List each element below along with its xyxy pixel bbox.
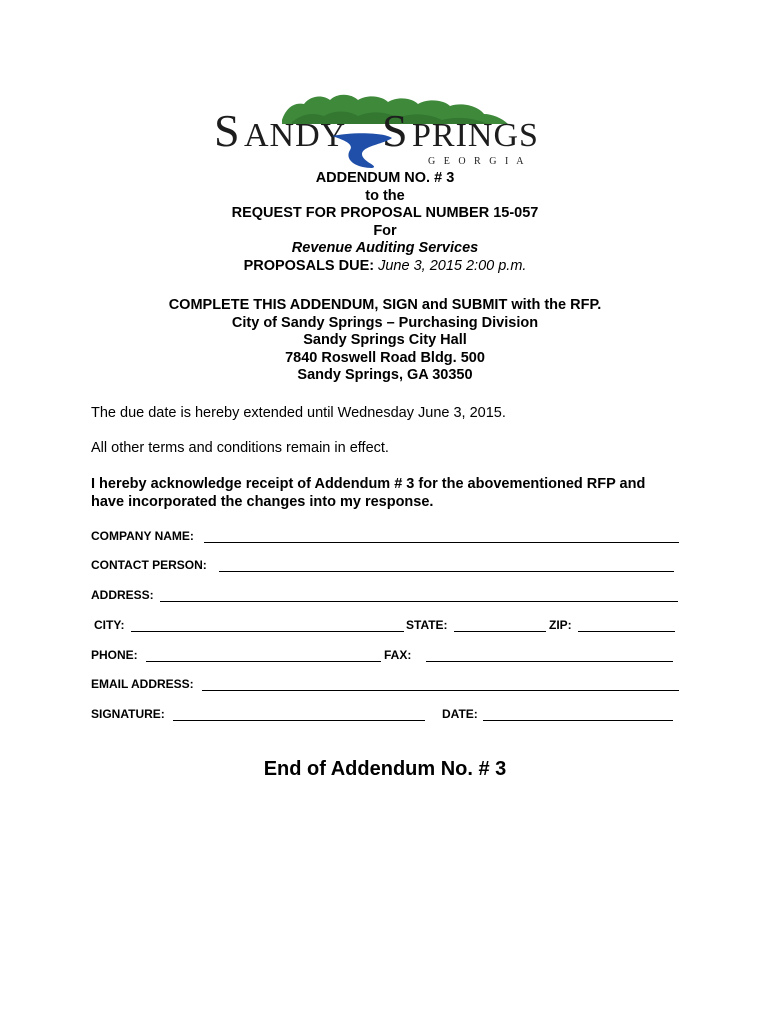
email-row (91, 677, 681, 695)
acknowledgement-line-2: have incorporated the changes into my response. (91, 494, 434, 510)
street-address: 7840 Roswell Road Bldg. 500 (285, 349, 485, 366)
signature-date-row (91, 707, 681, 725)
company-name-row (91, 529, 681, 547)
terms-paragraph: All other terms and conditions remain in effect. (91, 440, 389, 456)
logo-word-prings: PRINGS (412, 117, 539, 154)
city-label: CITY: (94, 618, 125, 632)
fax-label: FAX: (384, 648, 412, 662)
company-name-field[interactable] (204, 542, 679, 543)
address-label: ADDRESS: (91, 588, 154, 602)
date-field[interactable] (483, 720, 673, 721)
contact-person-row (91, 558, 681, 576)
proposals-due-value: June 3, 2015 2:00 p.m. (378, 257, 527, 274)
company-name-label: COMPANY NAME: (91, 529, 194, 543)
zip-field[interactable] (578, 631, 675, 632)
city-field[interactable] (131, 631, 404, 632)
state-label: STATE: (406, 618, 448, 632)
signature-label: SIGNATURE: (91, 707, 165, 721)
email-field[interactable] (202, 690, 679, 691)
addendum-header (0, 170, 770, 275)
signature-field[interactable] (173, 720, 425, 721)
phone-fax-row (91, 648, 681, 666)
proposals-due (0, 258, 770, 276)
acknowledgement-line-1: I hereby acknowledge receipt of Addendum # 3 for the abovementioned RFP and (91, 476, 646, 492)
logo-initial-s-1: S (214, 105, 240, 156)
contact-person-label: CONTACT PERSON: (91, 558, 207, 572)
phone-field[interactable] (146, 661, 381, 662)
email-label: EMAIL ADDRESS: (91, 677, 194, 691)
end-of-addendum: End of Addendum No. # 3 (263, 758, 507, 780)
address-row (91, 588, 681, 606)
zip-label: ZIP: (549, 618, 572, 632)
address-field[interactable] (160, 601, 678, 602)
header-for: For (373, 222, 397, 239)
acknowledgement-paragraph (91, 475, 691, 511)
rfp-title: Revenue Auditing Services (291, 240, 479, 256)
due-date-paragraph: The due date is hereby extended until Wednesday June 3, 2015. (91, 405, 506, 421)
logo-state-text: G E O R G I A (428, 156, 527, 167)
purchasing-division: City of Sandy Springs – Purchasing Division (231, 314, 539, 331)
submission-instructions (0, 297, 770, 385)
state-field[interactable] (454, 631, 546, 632)
date-label: DATE: (442, 707, 478, 721)
city-state-zip: Sandy Springs, GA 30350 (297, 367, 473, 383)
rfp-number: REQUEST FOR PROPOSAL NUMBER 15-057 (231, 205, 539, 221)
sandy-springs-logo (212, 88, 562, 168)
logo-initial-s-2: S (382, 105, 408, 156)
fax-field[interactable] (426, 661, 673, 662)
addendum-number: ADDENDUM NO. # 3 (315, 170, 455, 186)
contact-person-field[interactable] (219, 571, 674, 572)
city-hall: Sandy Springs City Hall (303, 332, 467, 348)
proposals-due-label: PROPOSALS DUE: (243, 257, 375, 274)
phone-label: PHONE: (91, 648, 138, 662)
logo-word-andy: ANDY (244, 117, 347, 154)
header-to-the: to the (365, 187, 405, 204)
instructions-heading: COMPLETE THIS ADDENDUM, SIGN and SUBMIT with the RFP. (168, 297, 602, 313)
city-state-zip-row (91, 618, 681, 636)
